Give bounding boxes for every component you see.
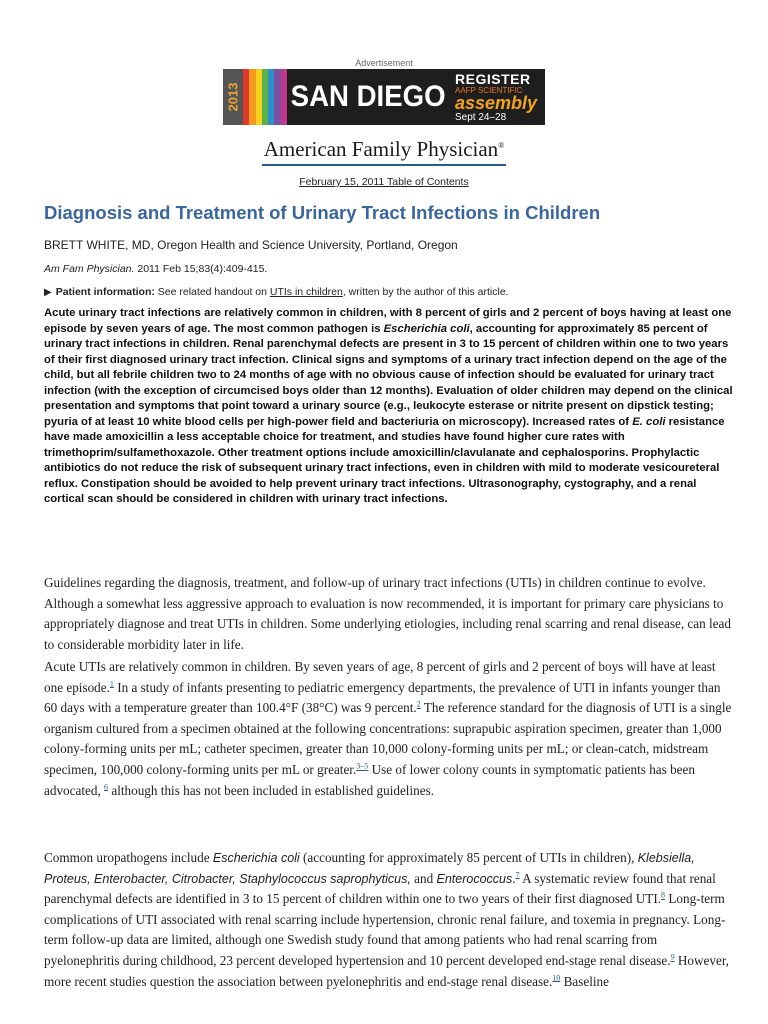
advertisement-label: Advertisement [355, 58, 413, 68]
body-paragraph [44, 657, 732, 801]
paragraph-text: Acute UTIs are relatively common in children. By seven years of age, 8 percent of girls and 2 percent of boys will have at least one episode. [44, 659, 716, 695]
reference-link[interactable]: 6 [104, 782, 109, 792]
organism-name: Escherichia coli [212, 851, 300, 865]
journal-abbrev: Am Fam Physician. [44, 263, 135, 275]
ad-color-stripes [243, 69, 287, 125]
paragraph-text: In a study of infants presenting to pediatric emergency departments, the prevalence of UTI in infants younger than 60 days with a temperature greater than 100.4°F (38°C) was 9 percent. [44, 679, 721, 716]
abstract-text: , accounting for approximately 85 percent of urinary tract infections in children. Renal parenchymal defects are present in 3 to 15 percent of children within one to two years of their first diagnosed urinary tract infection. Clinical signs and symptoms of a urinary tract infection depend on the age of the child, but all febrile children two to 24 months of age with no obvious cause of infection should be evaluated for urinary tract infection (with the exception of circumcised boys older than 12 months). Evaluation of older children may depend on the clinical presentation and symptoms that point toward a urinary source (e.g., leukocyte esterase or nitrite present on dipstick testing; pyuria of at least 10 white blood cells per high-power field and bacteriuria on microscopy). Increased rates of [44, 322, 733, 428]
ad-dates: Sept 24–28 [455, 111, 507, 123]
paragraph-text: Common uropathogens include [44, 850, 213, 865]
abstract-organism: Escherichia coli [383, 322, 470, 335]
paragraph-text: The reference standard for the diagnosis of UTI is a single organism cultured from a specimen obtained at the following concentrations: suprapubic aspiration specimen, greater than 1,000 colony-forming units per mL; catheter specimen, greater than 10,000 colony-forming units per mL; or clean-catch, midstream specimen, 100,000 colony-forming units per mL or greater. [44, 700, 732, 777]
body-paragraph [44, 848, 732, 992]
ad-aafp: AAFP SCIENTIFIC [455, 85, 523, 95]
citation-details: 2011 Feb 15;83(4):409-415. [134, 263, 268, 275]
ad-register: REGISTER [455, 70, 531, 87]
reference-link[interactable]: 3–5 [356, 761, 369, 771]
ad-city: SAN DIEGO [290, 80, 446, 113]
ad-year: 2013 [225, 82, 241, 112]
paragraph-text: (accounting for approximately 85 percent of UTIs in children), [299, 850, 638, 865]
reference-link[interactable]: 1 [109, 679, 114, 689]
paragraph-text: Long-term complications of UTI associated with renal scarring include hypertension, chronic renal failure, and toxemia in pregnancy. Long-term follow-up data are limited, although one Swedish study found that among patients who had renal scarring from pyelonephritis during childhood, 23 percent developed hypertension and 10 percent developed end-stage renal disease. [44, 891, 726, 968]
journal-name-text: American Family Physician [263, 137, 499, 161]
patient-handout-link[interactable]: UTIs in children [269, 286, 343, 298]
toc-row [0, 176, 768, 188]
article-citation [44, 263, 744, 275]
journal-logo[interactable] [0, 137, 768, 166]
ad-banner[interactable] [223, 69, 545, 125]
organism-name: Enterococcus [436, 871, 513, 886]
patient-info-text-after: , written by the author of this article. [342, 286, 509, 298]
paragraph-text: A systematic review found that renal parenchymal defects are identified in 3 to 15 percent of children within one to two years of their first diagnosed UTI. [44, 870, 716, 907]
article-abstract [44, 306, 734, 508]
paragraph-text: . [512, 870, 516, 886]
reference-link[interactable]: 2 [416, 699, 421, 709]
patient-information [44, 286, 744, 298]
reference-link[interactable]: 9 [670, 952, 675, 962]
body-paragraph: Guidelines regarding the diagnosis, treatment, and follow-up of urinary tract infections (UTIs) in children continue to evolve. Although a somewhat less aggressive approach to evaluation is now recommended, it is important for primary care physicians to appropriately diagnose and treat UTIs in children. Some underlying etiologies, including renal scarring and renal disease, can lead to considerable morbidity later in life. [44, 575, 731, 652]
paragraph-text: Use of lower colony counts in symptomatic patients has been advocated, [44, 761, 695, 798]
table-of-contents-link[interactable]: February 15, 2011 Table of Contents [299, 176, 469, 188]
reference-link[interactable]: 7 [515, 870, 520, 880]
patient-info-text: See related handout on [154, 286, 270, 298]
ad-register-block [445, 69, 545, 125]
journal-name [262, 137, 507, 166]
abstract-text: Acute urinary tract infections are relatively common in children, with 8 percent of girls and 2 percent of boys having at least one episode by seven years of age. The most common pathogen is [44, 307, 732, 335]
paragraph-text: However, more recent studies question the association between pyelonephritis and end-stage renal disease. [44, 952, 729, 989]
ad-assembly: assembly [455, 92, 538, 113]
patient-info-label: Patient information: [55, 286, 155, 298]
paragraph-text: although this has not been included in established guidelines. [108, 782, 435, 798]
registered-mark: ® [498, 141, 505, 150]
reference-link[interactable]: 8 [661, 890, 666, 900]
article-author: BRETT WHITE, MD, Oregon Health and Science University, Portland, Oregon [44, 238, 458, 252]
abstract-organism: E. coli [632, 415, 666, 428]
organism-list: Klebsiella, Proteus, Enterobacter, Citrobacter, Staphylococcus saprophyticus, [44, 851, 695, 886]
paragraph-text: and [410, 870, 437, 886]
reference-link[interactable]: 10 [552, 973, 561, 983]
paragraph-text: Baseline [560, 973, 610, 989]
play-arrow-icon: ▶ [44, 287, 52, 298]
abstract-text: resistance have made amoxicillin a less acceptable choice for treatment, and studies have found higher cure rates with trimethoprim/sulfamethoxazole. Other treatment options include amoxicillin/clavulanate and cephalosporins. Prophylactic antibiotics do not reduce the risk of subsequent urinary tract infections, even in children with mild to moderate vesicoureteral reflux. Constipation should be avoided to help prevent urinary tract infections. Ultrasonography, cystography, and a renal cortical scan should be considered in children with urinary tract infections. [44, 415, 725, 505]
ad-year-strip [223, 69, 243, 125]
article-title: Diagnosis and Treatment of Urinary Tract Infections in Children [44, 202, 601, 223]
